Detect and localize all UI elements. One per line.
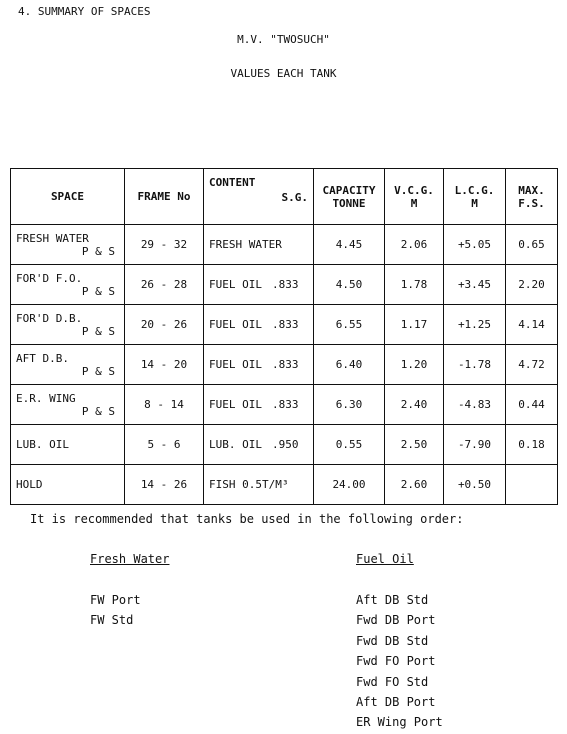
- header-lcg-line1: L.C.G.: [454, 183, 495, 197]
- cell-content: [204, 225, 314, 265]
- cell-capacity: 6.40: [314, 345, 385, 385]
- content-name: FUEL OIL: [209, 278, 262, 291]
- space-side: P & S: [81, 244, 115, 258]
- order-list-item: Fwd FO Port: [356, 654, 436, 669]
- cell-space: [11, 345, 125, 385]
- space-side: P & S: [81, 364, 115, 378]
- header-fs-line2: F.S.: [518, 196, 545, 210]
- header-lcg-line2: M: [471, 196, 478, 210]
- cell-space: [11, 305, 125, 345]
- header-max-fs: [506, 169, 558, 225]
- table-row: [11, 465, 558, 505]
- section-heading: 4. SUMMARY OF SPACES: [18, 5, 151, 18]
- order-list-item: Fwd FO Std: [356, 674, 429, 689]
- cell-max-fs: 0.65: [506, 225, 558, 265]
- header-capacity-line2: TONNE: [332, 196, 366, 210]
- header-capacity-line1: CAPACITY: [322, 183, 376, 197]
- space-name: HOLD: [16, 478, 43, 491]
- header-vcg: [385, 169, 444, 225]
- fuel-oil-heading: Fuel Oil: [356, 552, 414, 566]
- space-side: P & S: [81, 324, 115, 338]
- cell-lcg: +5.05: [444, 225, 506, 265]
- cell-frame: 26 - 28: [125, 265, 204, 305]
- content-sg: .833: [271, 358, 299, 371]
- space-name: FRESH WATER: [16, 231, 89, 245]
- space-name: E.R. WING: [16, 391, 76, 405]
- cell-lcg: +3.45: [444, 265, 506, 305]
- space-name: FOR'D F.O.: [16, 271, 83, 285]
- cell-content: [204, 265, 314, 305]
- cell-space: [11, 425, 125, 465]
- tank-values-table: [10, 168, 558, 505]
- cell-frame: 14 - 26: [125, 465, 204, 505]
- header-fs-line1: MAX.: [518, 183, 545, 197]
- cell-capacity: 4.50: [314, 265, 385, 305]
- vessel-name: M.V. "TWOSUCH": [237, 33, 330, 46]
- table-row: [11, 305, 558, 345]
- cell-max-fs: 4.14: [506, 305, 558, 345]
- cell-vcg: 1.20: [385, 345, 444, 385]
- fresh-water-order-list: [90, 590, 141, 631]
- cell-max-fs: [506, 465, 558, 505]
- header-space: SPACE: [11, 169, 125, 225]
- space-name: LUB. OIL: [16, 438, 69, 451]
- cell-frame: 20 - 26: [125, 305, 204, 345]
- header-frame: FRAME No: [125, 169, 204, 225]
- cell-lcg: +0.50: [444, 465, 506, 505]
- cell-lcg: -1.78: [444, 345, 506, 385]
- cell-capacity: 4.45: [314, 225, 385, 265]
- cell-vcg: 1.17: [385, 305, 444, 345]
- table-subtitle: VALUES EACH TANK: [230, 67, 337, 80]
- order-list-item: Fwd DB Port: [356, 613, 436, 628]
- header-sg-label: S.G.: [281, 191, 308, 204]
- content-name: LUB. OIL: [209, 438, 262, 451]
- content-sg: .833: [271, 318, 299, 331]
- cell-content: [204, 305, 314, 345]
- content-sg: .833: [271, 278, 299, 291]
- cell-frame: 29 - 32: [125, 225, 204, 265]
- cell-capacity: 6.55: [314, 305, 385, 345]
- cell-max-fs: 4.72: [506, 345, 558, 385]
- content-name: FUEL OIL: [209, 358, 262, 371]
- cell-lcg: +1.25: [444, 305, 506, 345]
- order-list-item: FW Port: [90, 593, 141, 607]
- header-lcg: [444, 169, 506, 225]
- cell-max-fs: 2.20: [506, 265, 558, 305]
- header-vcg-line2: M: [410, 196, 418, 210]
- cell-lcg: -7.90: [444, 425, 506, 465]
- content-name: FRESH WATER: [209, 238, 282, 251]
- header-vcg-line1: V.C.G.: [394, 183, 434, 197]
- cell-content: [204, 465, 314, 505]
- content-sg: .833: [271, 398, 299, 411]
- cell-frame: 5 - 6: [125, 425, 204, 465]
- space-side: P & S: [81, 404, 115, 418]
- table-row: [11, 385, 558, 425]
- header-content: [204, 169, 314, 225]
- fresh-water-heading: Fresh Water: [90, 552, 170, 566]
- cell-space: [11, 385, 125, 425]
- cell-frame: 14 - 20: [125, 345, 204, 385]
- header-capacity: [314, 169, 385, 225]
- space-name: AFT D.B.: [16, 351, 69, 365]
- space-name: FOR'D D.B.: [16, 311, 83, 325]
- table-row: [11, 265, 558, 305]
- cell-max-fs: 0.18: [506, 425, 558, 465]
- table-row: [11, 425, 558, 465]
- cell-content: [204, 345, 314, 385]
- space-side: P & S: [81, 284, 115, 298]
- cell-vcg: 1.78: [385, 265, 444, 305]
- cell-capacity: 0.55: [314, 425, 385, 465]
- cell-space: [11, 265, 125, 305]
- recommendation-text: It is recommended that tanks be used in the following order:: [30, 512, 464, 526]
- order-list-item: FW Std: [90, 613, 134, 628]
- cell-space: [11, 225, 125, 265]
- content-name: FUEL OIL: [209, 318, 262, 331]
- content-name: FUEL OIL: [209, 398, 262, 411]
- cell-content: [204, 385, 314, 425]
- header-content-label: CONTENT: [209, 176, 256, 189]
- cell-vcg: 2.50: [385, 425, 444, 465]
- order-list-item: ER Wing Port: [356, 715, 443, 730]
- cell-vcg: 2.40: [385, 385, 444, 425]
- cell-capacity: 6.30: [314, 385, 385, 425]
- cell-capacity: 24.00: [314, 465, 385, 505]
- cell-vcg: 2.06: [385, 225, 444, 265]
- cell-space: [11, 465, 125, 505]
- cell-content: [204, 425, 314, 465]
- order-list-item: Aft DB Std: [356, 593, 429, 607]
- content-name: FISH 0.5T/M³: [209, 478, 289, 491]
- table-row: [11, 345, 558, 385]
- cell-frame: 8 - 14: [125, 385, 204, 425]
- cell-vcg: 2.60: [385, 465, 444, 505]
- order-list-item: Aft DB Port: [356, 694, 436, 709]
- order-list-item: Fwd DB Std: [356, 633, 429, 648]
- cell-max-fs: 0.44: [506, 385, 558, 425]
- fuel-oil-order-list: [356, 590, 443, 733]
- table-row: [11, 225, 558, 265]
- table-header-row: [11, 169, 558, 225]
- cell-lcg: -4.83: [444, 385, 506, 425]
- content-sg: .950: [271, 438, 299, 451]
